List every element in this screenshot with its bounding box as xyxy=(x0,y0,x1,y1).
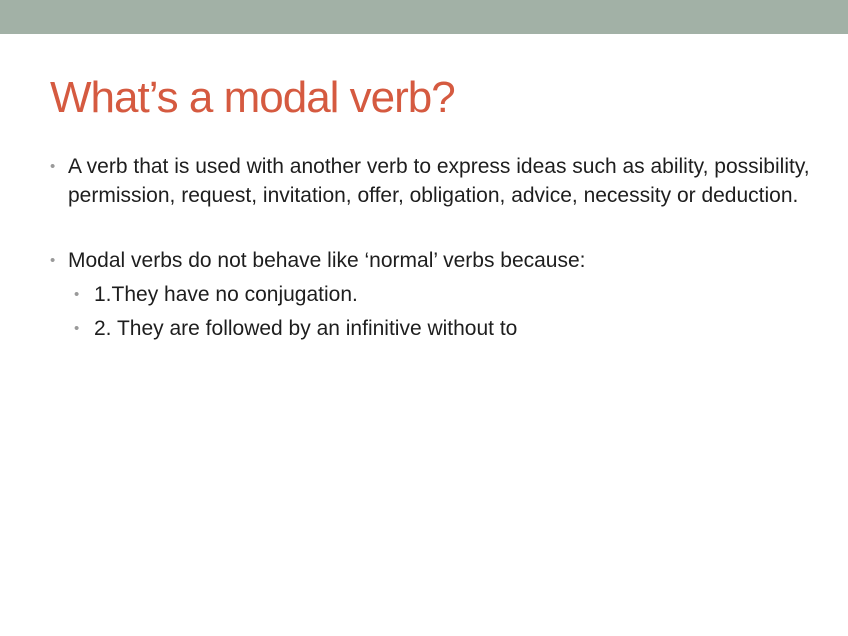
bullet-icon: • xyxy=(50,158,56,175)
sub-bullet-icon: • xyxy=(74,320,80,337)
slide-content xyxy=(50,152,820,348)
slide-title: What’s a modal verb? xyxy=(50,73,455,122)
sub-bullet-icon: • xyxy=(74,286,80,303)
sub-bullet-text: 2. They are followed by an infinitive without to xyxy=(94,317,518,340)
sub-bullet-item xyxy=(74,314,820,343)
bullet-text: A verb that is used with another verb to express ideas such as ability, possibility, permission, request, invitation, offer, obligation, advice, necessity or deduction. xyxy=(68,155,810,207)
sub-bullet-text: 1.They have no conjugation. xyxy=(94,283,358,306)
top-band xyxy=(0,0,848,34)
bullet-item xyxy=(50,246,820,275)
bullet-item xyxy=(50,152,820,210)
sub-bullet-item xyxy=(74,280,820,309)
bullet-text: Modal verbs do not behave like ‘normal’ verbs because: xyxy=(68,249,586,272)
sub-bullet-list xyxy=(50,280,820,343)
bullet-icon: • xyxy=(50,252,56,269)
